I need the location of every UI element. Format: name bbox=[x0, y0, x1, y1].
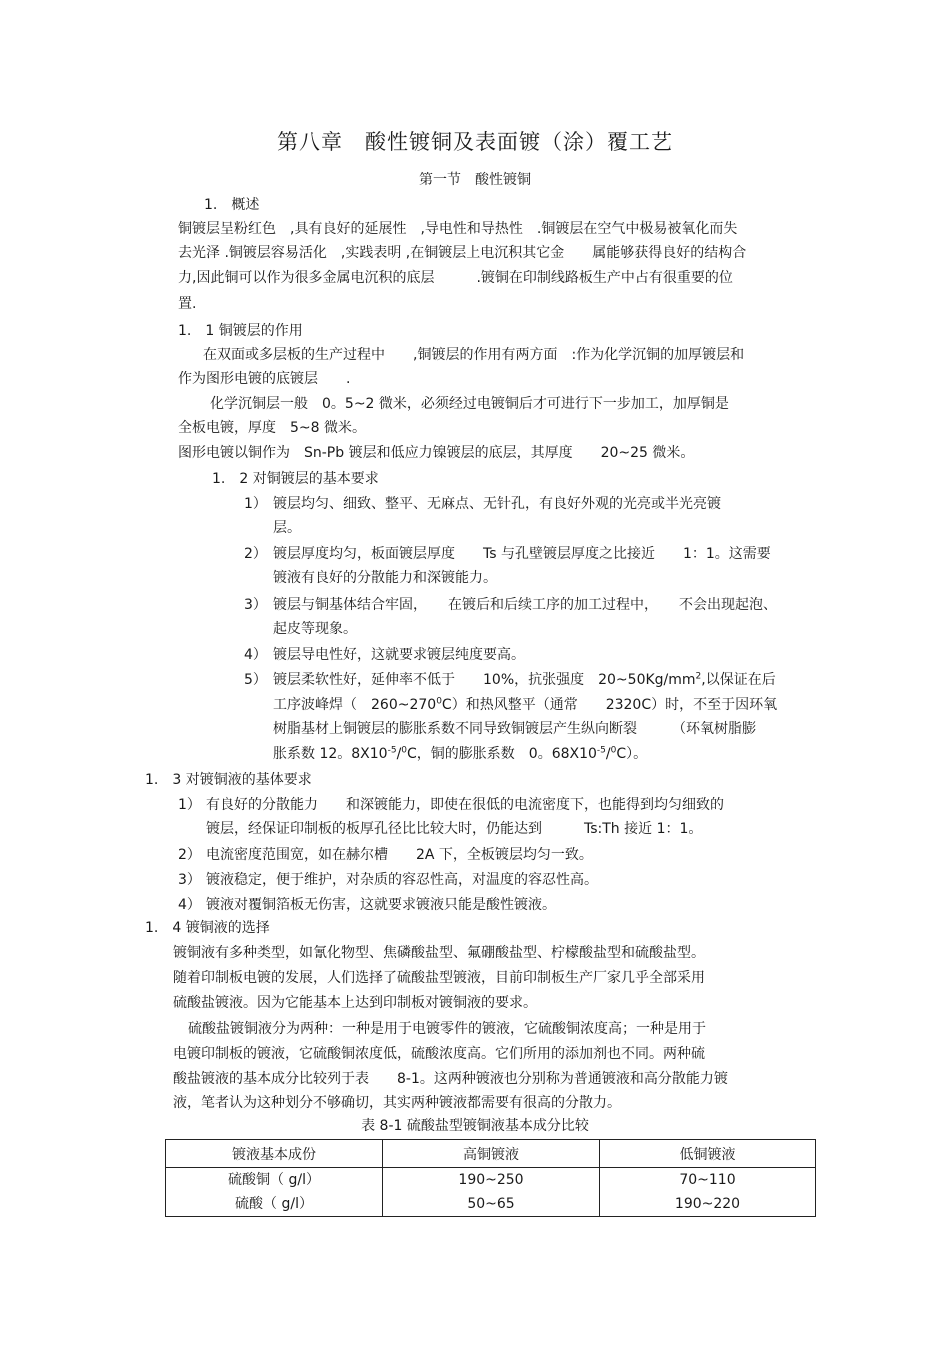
list-item: 镀液稳定，便于维护，对杂质的容忍性高，对温度的容忍性高。 bbox=[206, 872, 598, 888]
paragraph-line: 酸盐镀液的基本成分比较列于表 8-1。这两种镀液也分别称为普通镀液和高分散能力镀 bbox=[173, 1071, 728, 1087]
list-item: 镀层均匀、细致、整平、无麻点、无针孔，有良好外观的光亮或半光亮镀 bbox=[273, 496, 721, 512]
paragraph-line: 作为图形电镀的底镀层 . bbox=[178, 371, 351, 387]
list-item: 镀层厚度均匀，板面镀层厚度 Ts 与孔壁镀层厚度之比接近 1：1。这需要 bbox=[273, 546, 771, 562]
heading-1-2: 1. 2 对铜镀层的基本要求 bbox=[212, 471, 379, 487]
list-item-number: 5） bbox=[244, 672, 267, 688]
paragraph-line: 液，笔者认为这种划分不够确切，其实两种镀液都需要有很高的分散力。 bbox=[173, 1095, 621, 1111]
heading-overview: 1. 概述 bbox=[204, 197, 260, 213]
list-item-number: 2） bbox=[244, 546, 267, 562]
table-cell: 190~220 bbox=[600, 1192, 816, 1217]
paragraph-line: 去光泽 .铜镀层容易活化 ,实践表明 ,在铜镀层上电沉积其它金 属能够获得良好的结构合 bbox=[178, 245, 747, 261]
table-header-cell: 低铜镀液 bbox=[600, 1140, 816, 1168]
paragraph-line: 铜镀层呈粉红色 ,具有良好的延展性 ,导电性和导热性 .铜镀层在空气中极易被氧化而失 bbox=[178, 221, 738, 237]
list-item: 树脂基材上铜镀层的膨胀系数不同导致铜镀层产生纵向断裂 （环氧树脂膨 bbox=[273, 721, 756, 737]
table-header-row bbox=[166, 1140, 816, 1168]
list-item-number: 2） bbox=[178, 847, 201, 863]
heading-1-1: 1. 1 铜镀层的作用 bbox=[178, 323, 303, 339]
list-item: 镀层，经保证印制板的板厚孔径比比较大时，仍能达到 Ts:Th 接近 1：1。 bbox=[206, 821, 703, 837]
table-cell: 50~65 bbox=[383, 1192, 600, 1217]
paragraph-line: 硫酸盐镀铜液分为两种：一种是用于电镀零件的镀液，它硫酸铜浓度高；一种是用于 bbox=[188, 1021, 706, 1037]
list-item: 镀层柔软性好，延伸率不低于 10%，抗张强度 $20\sim 50Kg/mm^2$,以保证在后 bbox=[273, 671, 776, 688]
table-cell: 硫酸铜（ g/l） 硫酸（ g/l） bbox=[166, 1168, 383, 1217]
list-item: 电流密度范围宽，如在赫尔槽 2A 下，全板镀层均匀一致。 bbox=[206, 847, 593, 863]
heading-1-4: 1. 4 镀铜液的选择 bbox=[145, 920, 270, 936]
list-item-number: 3） bbox=[244, 597, 267, 613]
table-caption: 表 8-1 硫酸盐型镀铜液基本成分比较 bbox=[361, 1118, 589, 1134]
list-item: 镀液有良好的分散能力和深镀能力。 bbox=[273, 570, 497, 586]
table-header-cell: 镀液基本成份 bbox=[166, 1140, 383, 1168]
list-item: 工序波峰焊（ $260\sim 270^0C$）和热风整平（通常 2320C）时，不至于因环氧 bbox=[273, 696, 778, 713]
list-item-number: 1） bbox=[178, 797, 201, 813]
list-item-number: 4） bbox=[178, 897, 201, 913]
paragraph-line: 化学沉铜层一般 0。5~2 微米，必须经过电镀铜后才可进行下一步加工，加厚铜是 bbox=[210, 396, 729, 412]
list-item-number: 4） bbox=[244, 647, 267, 663]
list-item: 起皮等现象。 bbox=[273, 621, 357, 637]
paragraph-line: 全板电镀，厚度 5~8 微米。 bbox=[178, 420, 366, 436]
section-title: 第一节 酸性镀铜 bbox=[419, 172, 531, 188]
chapter-title: 第八章 酸性镀铜及表面镀（涂）覆工艺 bbox=[277, 130, 673, 154]
composition-table bbox=[165, 1139, 816, 1217]
list-item: 有良好的分散能力 和深镀能力，即使在很低的电流密度下，也能得到均匀细致的 bbox=[206, 797, 724, 813]
paragraph-line: 图形电镀以铜作为 Sn-Pb 镀层和低应力镍镀层的底层，其厚度 20~25 微米。 bbox=[178, 445, 695, 461]
list-item: 层。 bbox=[273, 520, 301, 536]
paragraph-line: 力,因此铜可以作为很多金属电沉积的底层 .镀铜在印制线路板生产中占有很重要的位 bbox=[178, 270, 733, 286]
list-item: 镀液对覆铜箔板无伤害，这就要求镀液只能是酸性镀液。 bbox=[206, 897, 556, 913]
list-item-number: 1） bbox=[244, 496, 267, 512]
paragraph-line: 硫酸盐镀液。因为它能基本上达到印制板对镀铜液的要求。 bbox=[173, 995, 537, 1011]
list-item: 镀层与铜基体结合牢固， 在镀后和后续工序的加工过程中， 不会出现起泡、 bbox=[273, 597, 777, 613]
table-cell: 190~250 bbox=[383, 1168, 600, 1193]
list-item-number: 3） bbox=[178, 872, 201, 888]
paragraph-line: 随着印制板电镀的发展，人们选择了硫酸盐型镀液，目前印制板生产厂家几乎全部采用 bbox=[173, 970, 705, 986]
paragraph-line: 在双面或多层板的生产过程中 ,铜镀层的作用有两方面 :作为化学沉铜的加厚镀层和 bbox=[203, 347, 745, 363]
table-cell: 70~110 bbox=[600, 1168, 816, 1193]
paragraph-line: 置. bbox=[178, 296, 197, 312]
table-row bbox=[166, 1168, 816, 1193]
list-item: 镀层导电性好，这就要求镀层纯度要高。 bbox=[273, 647, 525, 663]
list-item: 胀系数 12。$8X10^{-5}/^0C$，铜的膨胀系数 0。$68X10^{-5}/^0C$）。 bbox=[273, 745, 648, 762]
table-header-cell: 高铜镀液 bbox=[383, 1140, 600, 1168]
paragraph-line: 镀铜液有多种类型，如氰化物型、焦磷酸盐型、氟硼酸盐型、柠檬酸盐型和硫酸盐型。 bbox=[173, 945, 705, 961]
paragraph-line: 电镀印制板的镀液，它硫酸铜浓度低，硫酸浓度高。它们所用的添加剂也不同。两种硫 bbox=[173, 1046, 705, 1062]
heading-1-3: 1. 3 对镀铜液的基体要求 bbox=[145, 772, 312, 788]
